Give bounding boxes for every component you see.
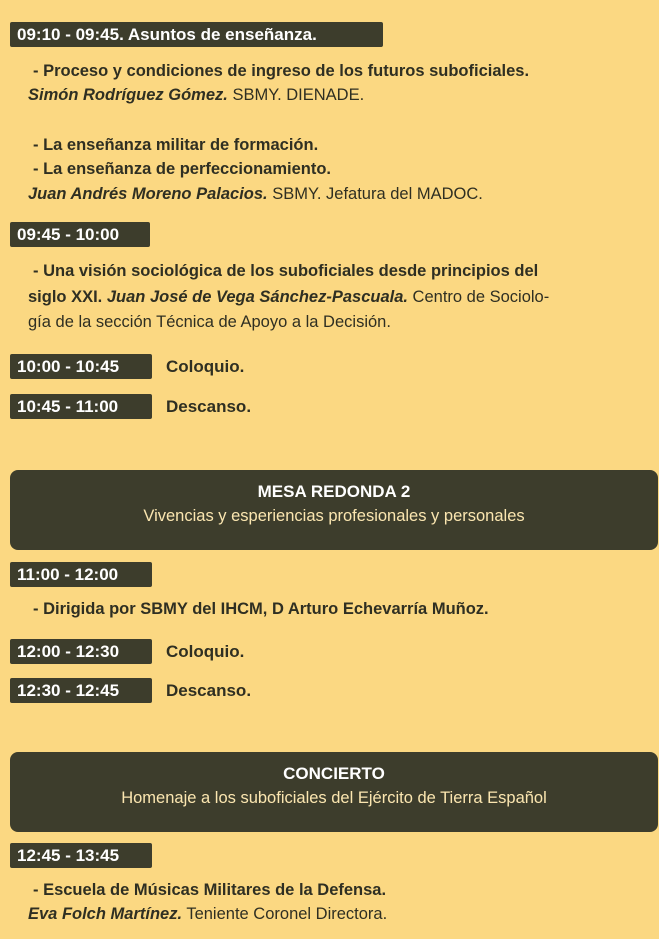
speaker-role: SBMY. DIENADE.	[227, 86, 365, 104]
slot-label-descanso: Descanso.	[166, 681, 252, 700]
time-badge-1000: 10:00 - 10:45	[10, 354, 152, 379]
time-badge-1230: 12:30 - 12:45	[10, 678, 152, 703]
time-badge-1245: 12:45 - 13:45	[10, 843, 152, 868]
item-sociologia-line1: - Una visión sociológica de los suboficiales desde principios del	[33, 262, 539, 280]
time-badge-0945: 09:45 - 10:00	[10, 222, 150, 247]
item-dirigida-line: - Dirigida por SBMY del IHCM, D Arturo Echevarría Muñoz.	[33, 600, 489, 618]
speaker-name: Simón Rodríguez Gómez.	[28, 86, 228, 104]
speaker-name: Juan José de Vega Sánchez-Pascuala.	[106, 288, 408, 306]
concierto-panel	[10, 752, 658, 832]
slot-label-descanso: Descanso.	[166, 397, 252, 416]
time-badge-0910: 09:10 - 09:45. Asuntos de enseñanza.	[10, 22, 383, 47]
item-formacion-title: - La enseñanza militar de formación.	[33, 136, 319, 154]
concierto-title: CONCIERTO	[283, 764, 385, 783]
item-sociologia-line3: gía de la sección Técnica de Apoyo a la Decisión.	[28, 313, 391, 331]
speaker-role: Centro de Sociolo-	[407, 288, 550, 306]
item-escuela-speaker-line	[28, 903, 387, 925]
speaker-name: Eva Folch Martínez.	[28, 905, 183, 923]
mesa-redonda-panel	[10, 470, 658, 550]
slot-label-coloquio: Coloquio.	[166, 357, 245, 376]
time-badge-1200: 12:00 - 12:30	[10, 639, 152, 664]
speaker-role: SBMY. Jefatura del MADOC.	[267, 185, 483, 203]
speaker-role: Teniente Coronel Directora.	[182, 905, 388, 923]
time-badge-1045: 10:45 - 11:00	[10, 394, 152, 419]
item-perfeccionamiento-title: - La enseñanza de perfeccionamiento.	[33, 160, 331, 178]
item-escuela-title: - Escuela de Músicas Militares de la Defensa.	[33, 881, 387, 899]
mesa-redonda-subtitle: Vivencias y esperiencias profesionales y personales	[143, 507, 525, 525]
item-sociologia-title-end: siglo XXI.	[28, 288, 107, 306]
item-ensenanza-speaker-line	[28, 183, 483, 205]
item-sociologia-line2	[28, 286, 549, 308]
item-ingreso-title: - Proceso y condiciones de ingreso de los futuros suboficiales.	[33, 62, 530, 80]
time-badge-1100: 11:00 - 12:00	[10, 562, 152, 587]
mesa-redonda-title: MESA REDONDA 2	[257, 482, 411, 501]
slot-label-coloquio: Coloquio.	[166, 642, 245, 661]
speaker-name: Juan Andrés Moreno Palacios.	[28, 185, 268, 203]
concierto-subtitle: Homenaje a los suboficiales del Ejército de Tierra Español	[121, 789, 547, 807]
item-ingreso-speaker-line	[28, 84, 364, 106]
